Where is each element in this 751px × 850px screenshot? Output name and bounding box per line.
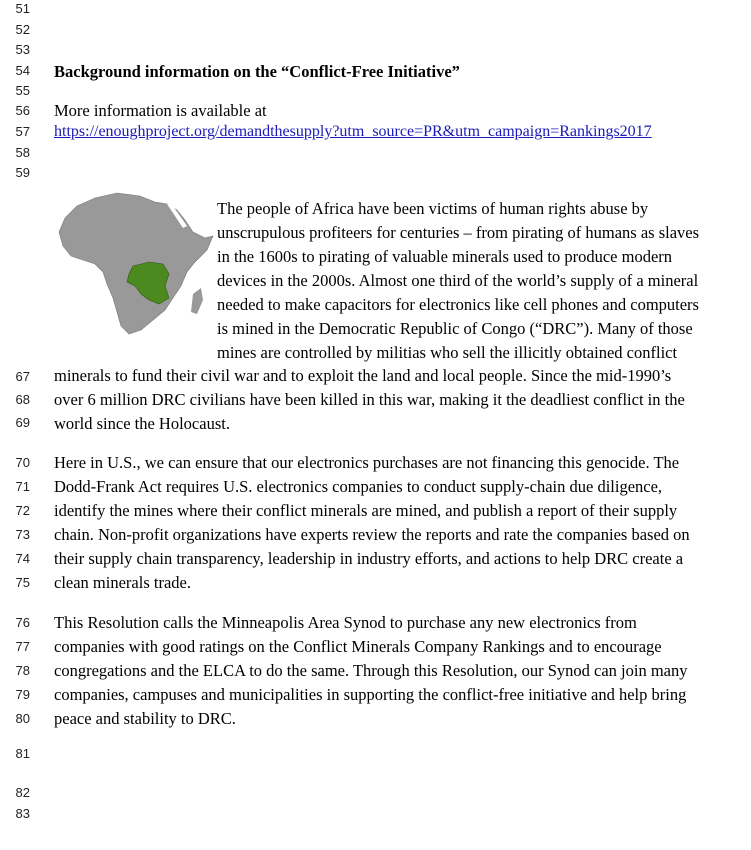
- paragraph-line: companies, campuses and municipalities in supporting the conflict-free initiative and help bring: [54, 685, 687, 704]
- line-number: 83: [15, 806, 30, 821]
- africa-landmass: [59, 193, 213, 334]
- line-number: 72: [15, 503, 30, 518]
- line-number: 52: [15, 22, 30, 37]
- paragraph-line: is mined in the Democratic Republic of Congo (“DRC”). Many of those: [217, 319, 693, 338]
- paragraph-line: peace and stability to DRC.: [54, 709, 236, 728]
- line-number: 75: [15, 575, 30, 590]
- madagascar: [191, 288, 203, 314]
- paragraph-line: needed to make capacitors for electronics like cell phones and computers: [217, 295, 699, 314]
- line-number: 54: [15, 63, 30, 78]
- line-number: 80: [15, 711, 30, 726]
- paragraph-line: companies with good ratings on the Conflict Minerals Company Rankings and to encourage: [54, 637, 662, 656]
- line-number: 77: [15, 639, 30, 654]
- line-number: 51: [15, 1, 30, 16]
- line-number: 58: [15, 145, 30, 160]
- line-number: 74: [15, 551, 30, 566]
- paragraph-line: Here in U.S., we can ensure that our electronics purchases are not financing this genocide. The: [54, 453, 680, 472]
- line-number: 57: [15, 124, 30, 139]
- africa-map-image: [55, 190, 215, 360]
- line-number: 53: [15, 42, 30, 57]
- paragraph-line: mines are controlled by militias who sell the illicitly obtained conflict: [217, 343, 678, 362]
- line-number: 76: [15, 615, 30, 630]
- line-number: 82: [15, 785, 30, 800]
- paragraph-line: chain. Non-profit organizations have experts review the reports and rate the companies based on: [54, 525, 690, 544]
- paragraph-line: in the 1600s to pirating of valuable minerals used to produce modern: [217, 247, 673, 266]
- paragraph-line: world since the Holocaust.: [54, 414, 230, 433]
- more-info-label: More information is available at: [54, 101, 267, 120]
- paragraph-line: The people of Africa have been victims of human rights abuse by: [217, 199, 649, 218]
- line-number: 55: [15, 83, 30, 98]
- line-number: 71: [15, 479, 30, 494]
- line-number: 69: [15, 415, 30, 430]
- line-number: 56: [15, 103, 30, 118]
- paragraph-line: minerals to fund their civil war and to exploit the land and local people. Since the mid-1990’s: [54, 366, 672, 385]
- paragraph-line: their supply chain transparency, leadership in industry efforts, and actions to help DRC create a: [54, 549, 684, 568]
- paragraph-line: over 6 million DRC civilians have been killed in this war, making it the deadliest conflict in the: [54, 390, 685, 409]
- line-number: 67: [15, 369, 30, 384]
- paragraph-line: This Resolution calls the Minneapolis Area Synod to purchase any new electronics from: [54, 613, 637, 632]
- line-number: 70: [15, 455, 30, 470]
- line-number: 78: [15, 663, 30, 678]
- more-info-link[interactable]: https://enoughproject.org/demandthesupply?utm_source=PR&utm_campaign=Rankings2017: [54, 123, 652, 140]
- line-number: 68: [15, 392, 30, 407]
- paragraph-line: identify the mines where their conflict minerals are mined, and publish a report of their supply: [54, 501, 678, 520]
- line-number: 81: [15, 746, 30, 761]
- line-number: 73: [15, 527, 30, 542]
- section-heading: Background information on the “Conflict-Free Initiative”: [54, 62, 460, 81]
- paragraph-line: clean minerals trade.: [54, 573, 191, 592]
- line-number: 79: [15, 687, 30, 702]
- paragraph-line: devices in the 2000s. Almost one third of the world’s supply of a mineral: [217, 271, 699, 290]
- line-number: 59: [15, 165, 30, 180]
- paragraph-line: Dodd-Frank Act requires U.S. electronics companies to conduct supply-chain due diligence,: [54, 477, 663, 496]
- paragraph-line: unscrupulous profiteers for centuries – from pirating of humans as slaves: [217, 223, 700, 242]
- paragraph-line: congregations and the ELCA to do the same. Through this Resolution, our Synod can join many: [54, 661, 688, 680]
